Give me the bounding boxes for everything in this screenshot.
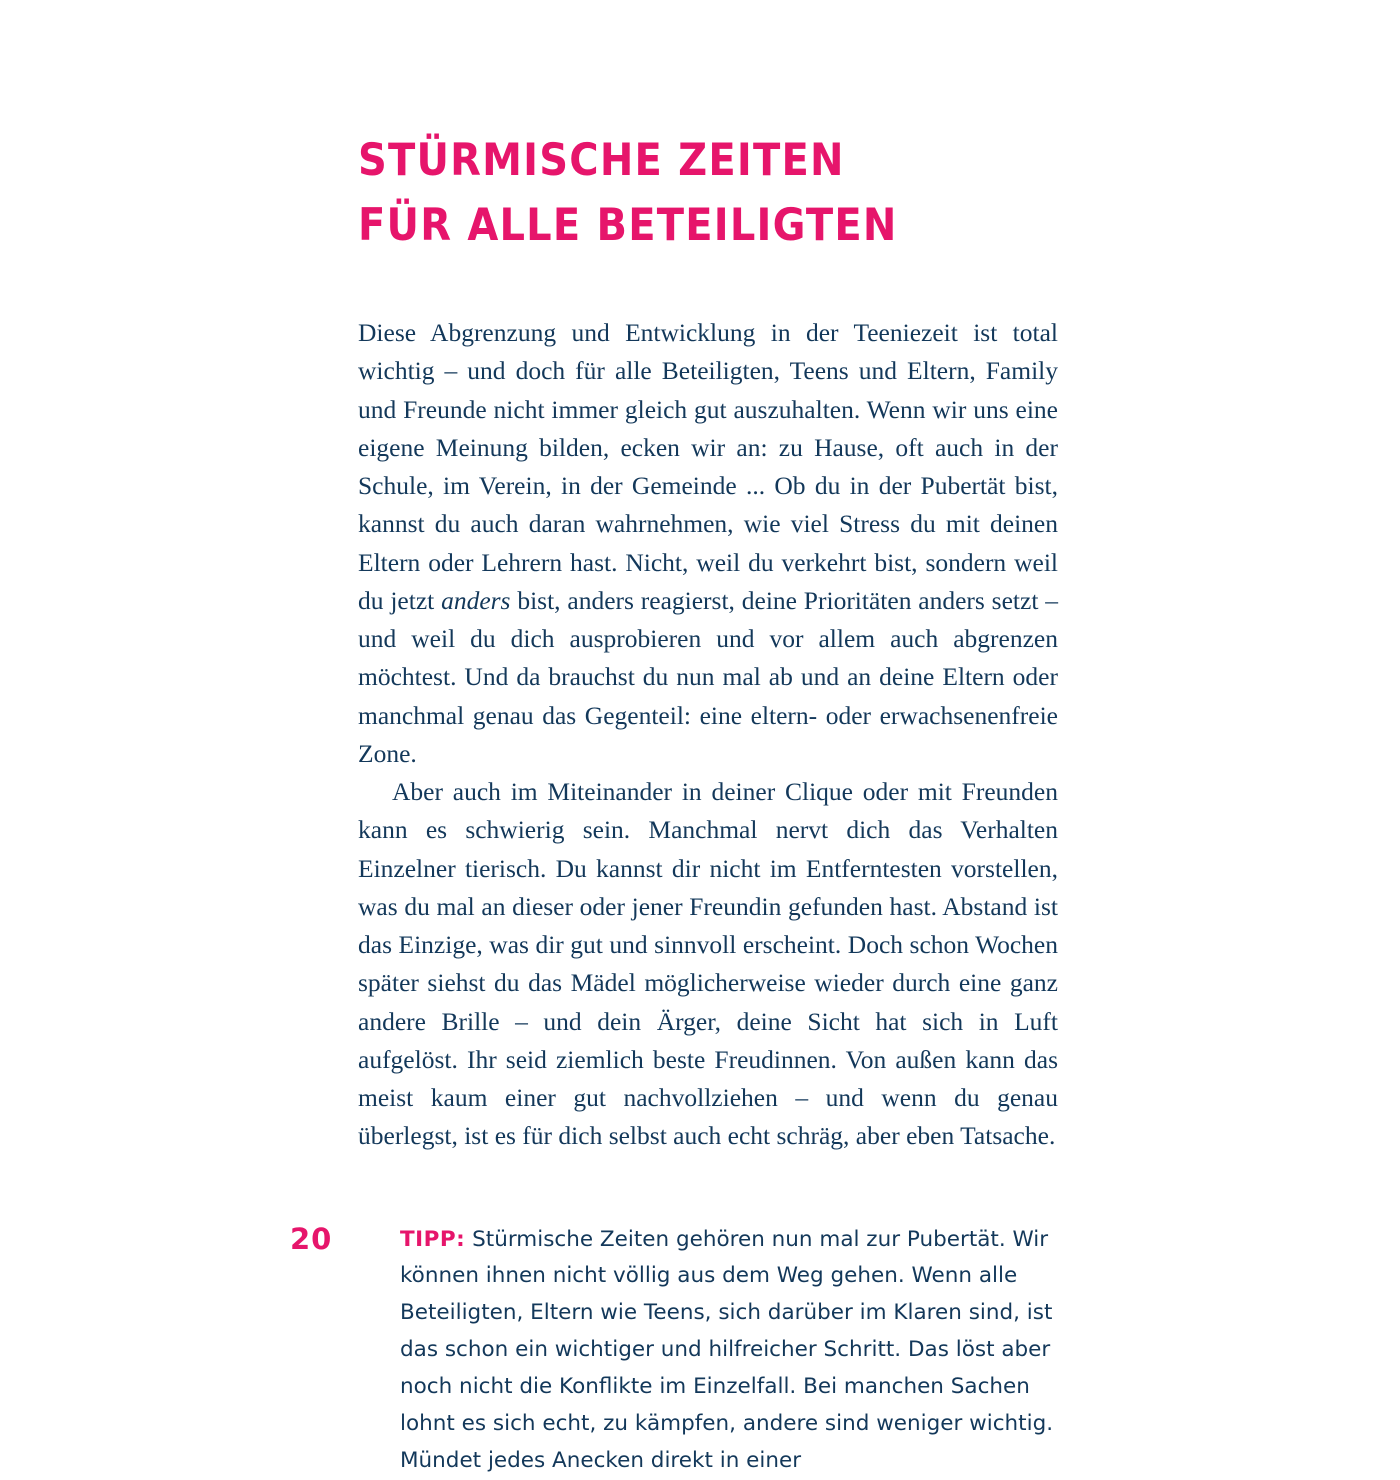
emphasis-anders: anders <box>441 586 510 615</box>
page-title <box>358 130 1058 255</box>
page-title-line-1: STÜRMISCHE ZEITEN <box>358 130 1058 190</box>
paragraph-1 <box>358 314 1058 773</box>
page-title-line-2: FÜR ALLE BETEILIGTEN <box>358 195 1058 255</box>
paragraph-1-part-1: Diese Abgrenzung und Entwicklung in der Teeniezeit ist total wichtig – und doch für alle Beteiligten, Teens und Eltern, Family und Freunde nicht immer gleich gut auszuhalten. Wenn wir uns eine eigene Meinung bilden, ecken wir an: zu Hause, oft auch in der Schule, im Verein, in der Gemeinde ... Ob du in der Pubertät bist, kannst du auch daran wahrnehmen, wie viel Stress du mit deinen Eltern oder Lehrern hast. Nicht, weil du verkehrt bist, sondern weil du jetzt <box>358 318 1058 615</box>
tip-text: Stürmische Zeiten gehören nun mal zur Pubertät. Wir können ihnen nicht völlig aus dem Weg gehen. Wenn alle Beteiligten, Eltern wie Teens, sich darüber im Klaren sind, ist das schon ein wichtiger und hilfreicher Schritt. Das löst aber noch nicht die Konflikte im Einzelfall. Bei manchen Sachen lohnt es sich echt, zu kämpfen, andere sind weniger wichtig. Mündet jedes Anecken direkt in einer <box>400 1227 1053 1474</box>
tip-box <box>358 1222 1058 1480</box>
page-number: 20 <box>290 1222 332 1256</box>
paragraph-2: Aber auch im Miteinander in deiner Clique oder mit Freunden kann es schwierig sein. Manchmal nervt dich das Verhalten Einzelner tierisch. Du kannst dir nicht im Entferntesten vorstellen, was du mal an dieser oder jener Freundin gefunden hast. Abstand ist das Einzige, was dir gut und sinnvoll erscheint. Doch schon Wochen später siehst du das Mädel möglicherweise wieder durch eine ganz andere Brille – und dein Ärger, deine Sicht hat sich in Luft aufgelöst. Ihr seid ziemlich beste Freudinnen. Von außen kann das meist kaum einer gut nachvollziehen – und wenn du genau überlegst, ist es für dich selbst auch echt schräg, aber eben Tatsache. <box>358 773 1058 1156</box>
page-content <box>358 130 1058 1480</box>
paragraph-1-part-2: bist, anders reagierst, deine Prioritäten anders setzt – und weil du dich ausprobieren und vor allem auch abgrenzen möchtest. Und da brauchst du nun mal ab und an deine Eltern oder manchmal genau das Gegenteil: eine eltern- oder erwachsenenfreie Zone. <box>358 586 1058 768</box>
body-text <box>358 314 1058 1156</box>
tip-label: TIPP: <box>400 1227 465 1252</box>
